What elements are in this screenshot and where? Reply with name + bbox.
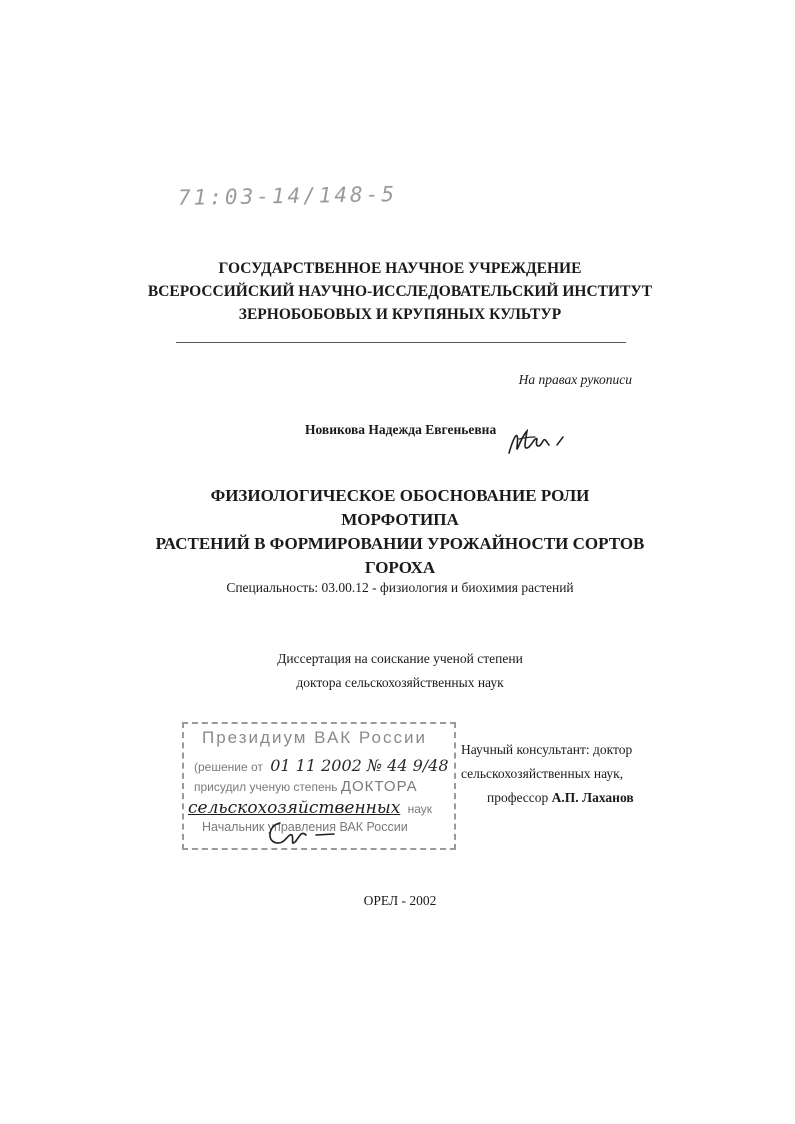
- consultant-title: профессор: [487, 790, 549, 805]
- specialty: Специальность: 03.00.12 - физиология и биохимия растений: [226, 580, 574, 595]
- stamp-field: [188, 798, 432, 818]
- institution-line: ГОСУДАРСТВЕННОЕ НАУЧНОЕ УЧРЕЖДЕНИЕ: [218, 260, 582, 277]
- scientific-consultant: [461, 738, 632, 810]
- institution-name: [100, 257, 700, 326]
- vak-approval-stamp: [182, 722, 456, 850]
- stamp-heading: Президиум ВАК России: [202, 728, 427, 747]
- thesis-title: [150, 484, 650, 580]
- author-signature: [505, 425, 567, 466]
- stamp-decision: [194, 756, 449, 775]
- title-line: РАСТЕНИЙ В ФОРМИРОВАНИИ УРОЖАЙНОСТИ СОРТОВ: [155, 534, 645, 553]
- institution-line: ВСЕРОССИЙСКИЙ НАУЧНО-ИССЛЕДОВАТЕЛЬСКИЙ ИНСТИТУТ: [147, 283, 653, 300]
- consultant-name: А.П. Лаханов: [551, 790, 634, 805]
- consultant-line: Научный консультант: доктор: [461, 742, 633, 757]
- author-name: Новикова Надежда Евгеньевна: [305, 422, 497, 437]
- degree-statement: [100, 647, 700, 695]
- header-divider: [176, 342, 626, 343]
- institution-line: ЗЕРНОБОБОВЫХ И КРУПЯНЫХ КУЛЬТУР: [238, 306, 562, 323]
- stamp-award-degree: ДОКТОРА: [340, 778, 418, 795]
- title-line: ФИЗИОЛОГИЧЕСКОЕ ОБОСНОВАНИЕ РОЛИ МОРФОТИПА: [210, 486, 590, 529]
- manuscript-note: На правах рукописи: [518, 372, 632, 387]
- consultant-line: сельскохозяйственных наук,: [461, 766, 624, 781]
- stamp-award: [194, 778, 418, 795]
- stamp-award-prefix: присудил ученую степень: [194, 780, 338, 794]
- consultant-line: [461, 786, 632, 810]
- title-line: ГОРОХА: [364, 558, 436, 577]
- stamp-field-suffix: наук: [407, 802, 433, 816]
- stamp-field-handwritten: сельскохозяйственных: [188, 798, 401, 818]
- degree-line: доктора сельскохозяйственных наук: [296, 675, 504, 690]
- city-year: ОРЕЛ - 2002: [363, 893, 437, 908]
- stamp-signature: [262, 817, 342, 854]
- stamp-decision-prefix: (решение от: [194, 760, 263, 774]
- stamp-decision-date: 01 11 2002 № 44 9/48: [270, 756, 449, 775]
- degree-line: Диссертация на соискание ученой степени: [277, 651, 523, 666]
- catalog-number: 71:03-14/148-5: [177, 182, 398, 210]
- stamp-head-title: Начальник управления ВАК России: [202, 820, 408, 834]
